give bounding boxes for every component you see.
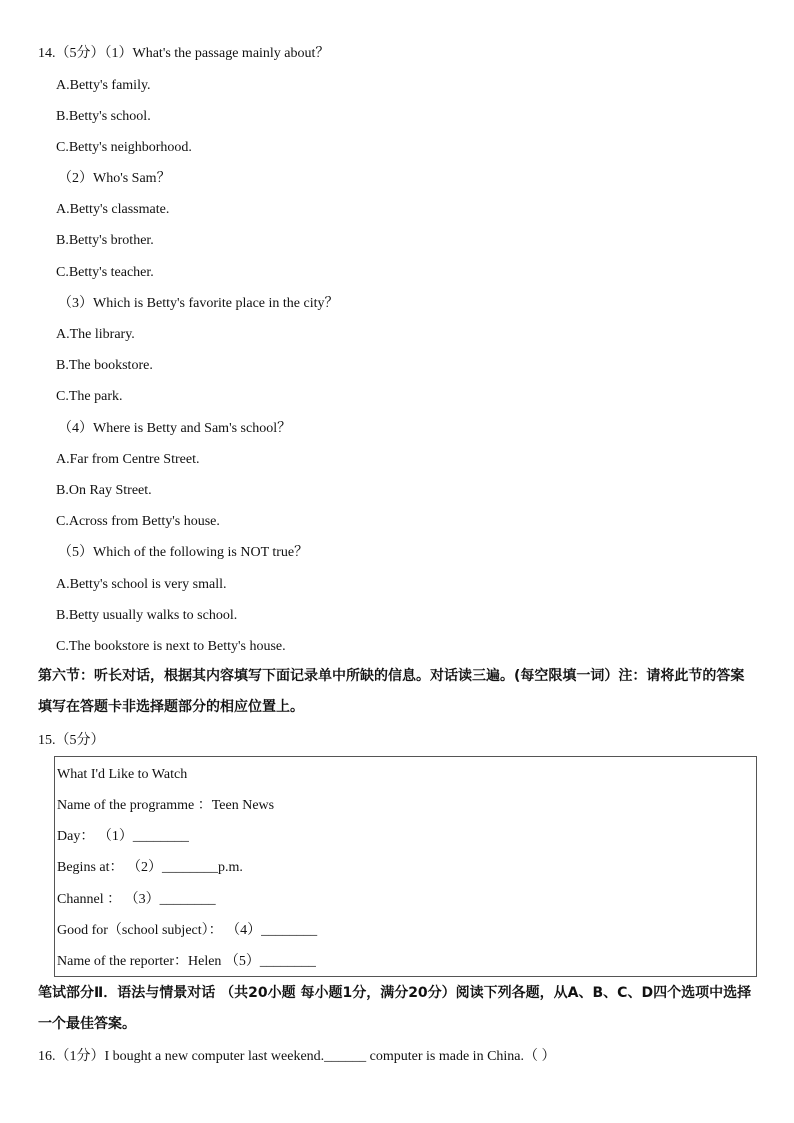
programme-record-box bbox=[54, 756, 757, 977]
q14-4-question: （4）Where is Betty and Sam's school？ bbox=[58, 421, 292, 436]
record-subject: Good for（school subject）： （4）________ bbox=[57, 923, 318, 938]
question-16: 16.（1分）I bought a new computer last weekend.______ computer is made in China.（ ） bbox=[38, 1049, 556, 1064]
q14-4-option-b: B.On Ray Street. bbox=[56, 483, 152, 498]
record-programme-name: Name of the programme ：Teen News bbox=[57, 798, 275, 813]
record-channel: Channel ： （3）________ bbox=[57, 892, 216, 907]
record-reporter: Name of the reporter：Helen （5）________ bbox=[57, 954, 316, 969]
q14-2-option-b: B.Betty's brother. bbox=[56, 233, 154, 248]
q14-5-question: （5）Which of the following is NOT true？ bbox=[58, 545, 309, 560]
q14-1-option-a: A.Betty's family. bbox=[56, 78, 151, 93]
q14-2-question: （2）Who's Sam？ bbox=[58, 171, 171, 186]
question-15-header: 15.（5分） bbox=[38, 733, 105, 748]
q14-5-option-b: B.Betty usually walks to school. bbox=[56, 608, 238, 623]
record-day: Day： （1）________ bbox=[57, 829, 189, 844]
q14-2-option-c: C.Betty's teacher. bbox=[56, 265, 154, 280]
q14-3-option-a: A.The library. bbox=[56, 327, 135, 342]
q14-4-option-a: A.Far from Centre Street. bbox=[56, 452, 200, 467]
section-6-instructions: 第六节：听长对话，根据其内容填写下面记录单中所缺的信息。对话读三遍。(每空限填一词）注：请将此节的答案填写在答题卡非选择题部分的相应位置上。 bbox=[38, 668, 745, 715]
question-14-header: 14.（5分）（1）What's the passage mainly about？ bbox=[38, 46, 330, 61]
q14-3-question: （3）Which is Betty's favorite place in the city？ bbox=[58, 296, 339, 311]
q14-1-option-c: C.Betty's neighborhood. bbox=[56, 140, 192, 155]
q14-5-option-c: C.The bookstore is next to Betty's house. bbox=[56, 639, 286, 654]
record-begins-at: Begins at： （2）________p.m. bbox=[57, 860, 243, 875]
q14-2-option-a: A.Betty's classmate. bbox=[56, 202, 170, 217]
q14-3-option-b: B.The bookstore. bbox=[56, 358, 153, 373]
part-2-instructions: 笔试部分Ⅱ．语法与情景对话 （共20小题 每小题1分，满分20分）阅读下列各题，从A、B、C、D四个选项中选择一个最佳答案。 bbox=[38, 985, 752, 1032]
q14-5-option-a: A.Betty's school is very small. bbox=[56, 577, 227, 592]
record-title: What I'd Like to Watch bbox=[57, 767, 188, 782]
q14-4-option-c: C.Across from Betty's house. bbox=[56, 514, 220, 529]
q14-3-option-c: C.The park. bbox=[56, 389, 123, 404]
q14-1-option-b: B.Betty's school. bbox=[56, 109, 151, 124]
